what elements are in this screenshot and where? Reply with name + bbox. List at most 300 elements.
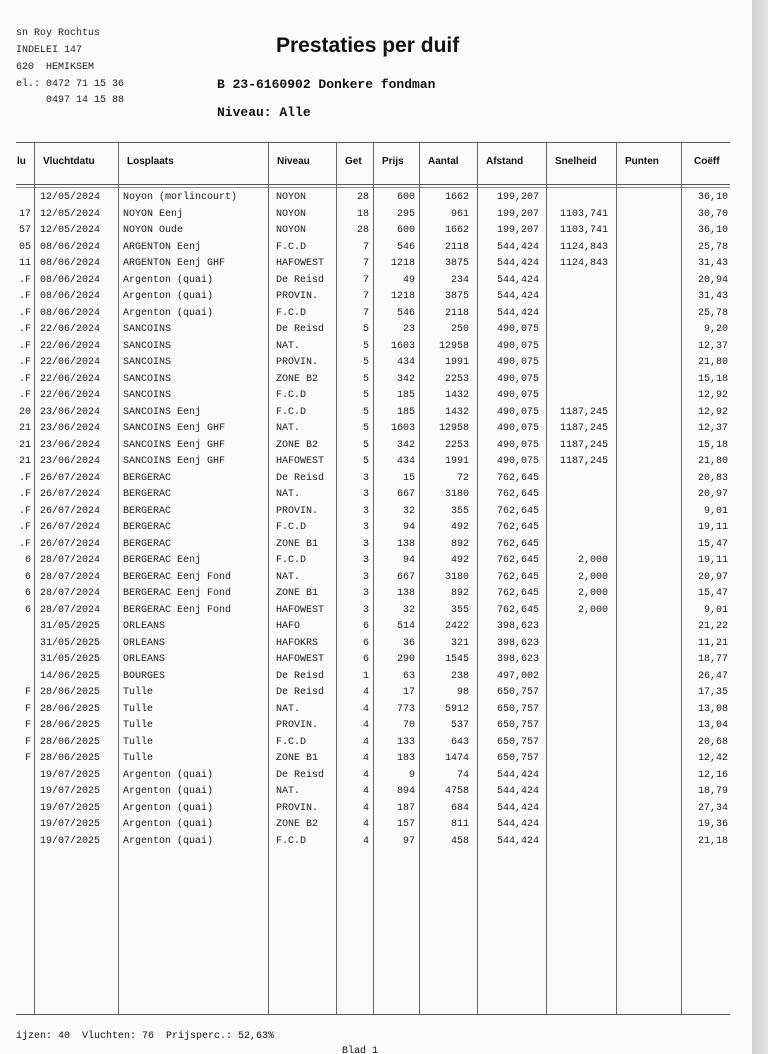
cell-location: NOYON Eenj [123, 208, 184, 220]
cell-prize: 1603 [390, 423, 415, 434]
cell-prize: 773 [396, 703, 415, 715]
table-row [0, 586, 752, 602]
cell-get: 3 [362, 522, 369, 533]
cell-distance: 544,424 [496, 835, 539, 847]
cell-distance: 199,207 [496, 192, 539, 203]
cell-location: Tulle [123, 753, 154, 764]
cell-lu: F [24, 703, 31, 715]
cell-location: BERGERAC [123, 472, 172, 484]
cell-date: 22/06/2024 [40, 373, 101, 385]
summary-footer: ijzen: 40 Vluchten: 76 Prijsperc.: 52,63% [16, 1031, 275, 1042]
cell-level: HAFO [276, 621, 301, 632]
cell-speed: 1124,843 [559, 241, 608, 253]
cell-coeff: 27,34 [697, 802, 728, 814]
cell-location: SANCOINS [123, 340, 172, 352]
cell-count: 1545 [444, 654, 469, 665]
cell-get: 4 [362, 687, 369, 698]
cell-coeff: 9,01 [703, 505, 728, 517]
cell-level: NAT. [276, 340, 301, 352]
cell-prize: 185 [396, 406, 415, 418]
cell-level: PROVIN. [276, 291, 319, 302]
paper-edge [752, 0, 768, 1054]
cell-coeff: 20,97 [697, 489, 728, 500]
cell-speed: 1187,245 [559, 423, 608, 434]
cell-prize: 342 [396, 373, 415, 385]
cell-get: 28 [356, 225, 369, 236]
cell-get: 5 [362, 373, 369, 385]
cell-distance: 762,645 [496, 555, 539, 566]
cell-lu: 21 [18, 456, 31, 467]
cell-date: 12/05/2024 [40, 208, 101, 220]
cell-date: 28/07/2024 [40, 588, 101, 599]
cell-prize: 94 [402, 522, 415, 533]
cell-lu: 57 [18, 225, 31, 236]
cell-lu: .F [18, 522, 31, 533]
table-row [0, 421, 752, 437]
column-header-level: Niveau [277, 156, 310, 167]
cell-date: 26/07/2024 [40, 472, 101, 484]
cell-prize: 342 [396, 439, 415, 451]
cell-count: 5912 [444, 703, 469, 715]
cell-location: Argenton (quai) [123, 802, 214, 814]
cell-date: 23/06/2024 [40, 456, 101, 467]
cell-distance: 199,207 [496, 225, 539, 236]
cell-count: 1991 [444, 456, 469, 467]
cell-speed: 1103,741 [559, 208, 608, 220]
cell-date: 28/07/2024 [40, 555, 101, 566]
address-line-1: sn Roy Rochtus [16, 28, 101, 39]
cell-coeff: 36,10 [697, 225, 728, 236]
cell-prize: 94 [402, 555, 415, 566]
cell-level: ZONE B1 [276, 538, 319, 550]
cell-prize: 23 [402, 324, 415, 335]
cell-location: Argenton (quai) [123, 769, 214, 781]
cell-coeff: 36,10 [697, 192, 728, 203]
cell-distance: 490,075 [496, 340, 539, 352]
cell-distance: 544,424 [496, 307, 539, 319]
cell-date: 22/06/2024 [40, 357, 101, 368]
cell-level: De Reisd [276, 687, 325, 698]
cell-get: 4 [362, 753, 369, 764]
cell-location: BERGERAC Eenj Fond [123, 604, 232, 616]
cell-prize: 49 [402, 274, 415, 286]
cell-prize: 290 [396, 654, 415, 665]
cell-speed: 2,000 [577, 571, 608, 583]
cell-lu: .F [18, 340, 31, 352]
cell-prize: 187 [396, 802, 415, 814]
cell-coeff: 12,37 [697, 340, 728, 352]
table-row [0, 388, 752, 404]
cell-prize: 434 [396, 456, 415, 467]
cell-distance: 544,424 [496, 769, 539, 781]
cell-coeff: 18,79 [697, 786, 728, 797]
cell-distance: 650,757 [496, 753, 539, 764]
cell-date: 12/05/2024 [40, 192, 101, 203]
cell-speed: 2,000 [577, 588, 608, 599]
cell-get: 4 [362, 819, 369, 830]
cell-distance: 650,757 [496, 736, 539, 748]
cell-level: NOYON [276, 208, 307, 220]
cell-count: 2253 [444, 439, 469, 451]
cell-date: 28/07/2024 [40, 604, 101, 616]
cell-date: 28/07/2024 [40, 571, 101, 583]
column-header-location: Losplaats [127, 156, 174, 167]
cell-coeff: 20,94 [697, 274, 728, 286]
table-row [0, 454, 752, 470]
table-row [0, 207, 752, 223]
table-row [0, 306, 752, 322]
cell-date: 31/05/2025 [40, 621, 101, 632]
cell-level: F.C.D [276, 835, 307, 847]
cell-speed: 1124,843 [559, 258, 608, 269]
cell-count: 1662 [444, 225, 469, 236]
column-header-coefficient: Coëff [694, 156, 720, 167]
page-number: Blad 1 [342, 1046, 379, 1054]
cell-distance: 762,645 [496, 538, 539, 550]
cell-prize: 36 [402, 637, 415, 649]
cell-distance: 490,075 [496, 373, 539, 385]
cell-level: HAFOWEST [276, 654, 325, 665]
cell-speed: 2,000 [577, 604, 608, 616]
cell-get: 3 [362, 604, 369, 616]
cell-level: F.C.D [276, 241, 307, 253]
cell-get: 5 [362, 357, 369, 368]
cell-location: BERGERAC [123, 489, 172, 500]
cell-location: BOURGES [123, 670, 166, 682]
cell-location: BERGERAC [123, 538, 172, 550]
cell-distance: 490,075 [496, 406, 539, 418]
phone-line-1: el.: 0472 71 15 36 [16, 79, 125, 90]
cell-date: 28/06/2025 [40, 736, 101, 748]
cell-count: 238 [450, 670, 469, 682]
cell-get: 4 [362, 786, 369, 797]
cell-count: 12958 [438, 423, 469, 434]
cell-count: 321 [450, 637, 469, 649]
level-filter: Niveau: Alle [217, 105, 311, 120]
cell-level: NAT. [276, 786, 301, 797]
cell-level: ZONE B1 [276, 588, 319, 599]
cell-count: 3180 [444, 489, 469, 500]
cell-get: 6 [362, 654, 369, 665]
cell-date: 12/05/2024 [40, 225, 101, 236]
cell-lu: .F [18, 357, 31, 368]
cell-get: 4 [362, 769, 369, 781]
cell-level: NAT. [276, 703, 301, 715]
cell-coeff: 19,36 [697, 819, 728, 830]
table-row [0, 273, 752, 289]
column-header-distance: Afstand [486, 156, 524, 167]
table-row [0, 190, 752, 206]
cell-level: NAT. [276, 423, 301, 434]
cell-prize: 434 [396, 357, 415, 368]
cell-coeff: 15,18 [697, 439, 728, 451]
cell-prize: 63 [402, 670, 415, 682]
cell-coeff: 25,78 [697, 307, 728, 319]
cell-location: SANCOINS [123, 357, 172, 368]
cell-distance: 544,424 [496, 802, 539, 814]
cell-prize: 183 [396, 753, 415, 764]
cell-count: 3180 [444, 571, 469, 583]
cell-get: 5 [362, 324, 369, 335]
cell-count: 355 [450, 604, 469, 616]
cell-date: 14/06/2025 [40, 670, 101, 682]
cell-speed: 1187,245 [559, 406, 608, 418]
cell-get: 3 [362, 571, 369, 583]
cell-lu: F [24, 720, 31, 731]
table-bottom-border [16, 1014, 730, 1015]
pigeon-id: B 23-6160902 Donkere fondman [217, 77, 436, 92]
cell-level: De Reisd [276, 769, 325, 781]
cell-count: 3875 [444, 291, 469, 302]
cell-get: 28 [356, 192, 369, 203]
cell-coeff: 9,01 [703, 604, 728, 616]
table-row [0, 289, 752, 305]
cell-date: 08/06/2024 [40, 307, 101, 319]
cell-prize: 17 [402, 687, 415, 698]
cell-date: 23/06/2024 [40, 406, 101, 418]
cell-count: 537 [450, 720, 469, 731]
cell-location: Tulle [123, 736, 154, 748]
cell-lu: .F [18, 373, 31, 385]
cell-get: 5 [362, 390, 369, 401]
cell-date: 26/07/2024 [40, 505, 101, 517]
table-row [0, 322, 752, 338]
cell-coeff: 25,78 [697, 241, 728, 253]
cell-coeff: 15,47 [697, 538, 728, 550]
cell-location: SANCOINS [123, 373, 172, 385]
table-row [0, 735, 752, 751]
cell-location: SANCOINS Eenj GHF [123, 439, 226, 451]
cell-date: 19/07/2025 [40, 769, 101, 781]
cell-coeff: 30,70 [697, 208, 728, 220]
cell-distance: 544,424 [496, 274, 539, 286]
cell-get: 3 [362, 505, 369, 517]
cell-count: 458 [450, 835, 469, 847]
cell-level: De Reisd [276, 324, 325, 335]
cell-prize: 667 [396, 571, 415, 583]
cell-distance: 544,424 [496, 258, 539, 269]
cell-location: SANCOINS Eenj [123, 406, 202, 418]
cell-coeff: 15,18 [697, 373, 728, 385]
cell-speed: 2,000 [577, 555, 608, 566]
table-row [0, 801, 752, 817]
cell-location: Argenton (quai) [123, 291, 214, 302]
cell-speed: 1187,245 [559, 456, 608, 467]
table-row [0, 504, 752, 520]
cell-prize: 97 [402, 835, 415, 847]
table-row [0, 685, 752, 701]
column-header-date: Vluchtdatu [43, 156, 95, 167]
cell-count: 684 [450, 802, 469, 814]
cell-coeff: 21,80 [697, 357, 728, 368]
cell-get: 4 [362, 736, 369, 748]
table-row [0, 817, 752, 833]
cell-distance: 544,424 [496, 291, 539, 302]
cell-coeff: 19,11 [697, 522, 728, 533]
cell-coeff: 20,83 [697, 472, 728, 484]
cell-lu: 6 [24, 604, 31, 616]
cell-lu: F [24, 753, 31, 764]
cell-get: 6 [362, 637, 369, 649]
cell-prize: 32 [402, 604, 415, 616]
cell-lu: 21 [18, 423, 31, 434]
cell-count: 2422 [444, 621, 469, 632]
cell-distance: 650,757 [496, 720, 539, 731]
column-header-get: Get [345, 156, 362, 167]
cell-location: Noyon (morlincourt) [123, 192, 238, 203]
cell-prize: 15 [402, 472, 415, 484]
cell-get: 3 [362, 489, 369, 500]
cell-prize: 1603 [390, 340, 415, 352]
cell-coeff: 26,47 [697, 670, 728, 682]
cell-level: PROVIN. [276, 720, 319, 731]
cell-location: SANCOINS [123, 324, 172, 335]
cell-location: Argenton (quai) [123, 819, 214, 830]
cell-level: PROVIN. [276, 505, 319, 517]
cell-speed: 1103,741 [559, 225, 608, 236]
table-row [0, 339, 752, 355]
cell-distance: 650,757 [496, 703, 539, 715]
cell-coeff: 12,16 [697, 769, 728, 781]
cell-distance: 398,623 [496, 637, 539, 649]
cell-distance: 490,075 [496, 390, 539, 401]
cell-count: 4758 [444, 786, 469, 797]
cell-count: 1474 [444, 753, 469, 764]
cell-count: 961 [450, 208, 469, 220]
cell-coeff: 21,18 [697, 835, 728, 847]
cell-coeff: 18,77 [697, 654, 728, 665]
column-header-count: Aantal [428, 156, 459, 167]
cell-get: 3 [362, 538, 369, 550]
cell-date: 23/06/2024 [40, 423, 101, 434]
cell-date: 31/05/2025 [40, 637, 101, 649]
cell-location: BERGERAC [123, 522, 172, 533]
cell-level: ZONE B2 [276, 819, 319, 830]
cell-date: 28/06/2025 [40, 720, 101, 731]
cell-date: 26/07/2024 [40, 538, 101, 550]
cell-distance: 762,645 [496, 489, 539, 500]
cell-get: 7 [362, 274, 369, 286]
cell-level: HAFOWEST [276, 604, 325, 616]
cell-date: 26/07/2024 [40, 522, 101, 533]
cell-count: 2118 [444, 241, 469, 253]
cell-level: F.C.D [276, 390, 307, 401]
cell-date: 22/06/2024 [40, 340, 101, 352]
cell-coeff: 12,42 [697, 753, 728, 764]
cell-count: 892 [450, 588, 469, 599]
cell-level: PROVIN. [276, 802, 319, 814]
cell-lu: 6 [24, 571, 31, 583]
cell-get: 4 [362, 720, 369, 731]
cell-distance: 398,623 [496, 621, 539, 632]
cell-distance: 650,757 [496, 687, 539, 698]
table-row [0, 520, 752, 536]
cell-lu: .F [18, 472, 31, 484]
cell-coeff: 12,37 [697, 423, 728, 434]
cell-get: 5 [362, 406, 369, 418]
cell-prize: 138 [396, 588, 415, 599]
cell-lu: F [24, 687, 31, 698]
table-row [0, 603, 752, 619]
cell-distance: 544,424 [496, 819, 539, 830]
cell-lu: 21 [18, 439, 31, 451]
cell-level: F.C.D [276, 736, 307, 748]
cell-lu: .F [18, 291, 31, 302]
column-header-lu: lu [17, 156, 26, 167]
cell-prize: 514 [396, 621, 415, 632]
address-line-3: 620 HEMIKSEM [16, 62, 95, 73]
cell-level: PROVIN. [276, 357, 319, 368]
cell-prize: 157 [396, 819, 415, 830]
cell-get: 7 [362, 291, 369, 302]
cell-level: NAT. [276, 489, 301, 500]
cell-count: 2118 [444, 307, 469, 319]
cell-get: 6 [362, 621, 369, 632]
cell-location: ARGENTON Eenj [123, 241, 202, 253]
cell-level: F.C.D [276, 406, 307, 418]
cell-get: 4 [362, 835, 369, 847]
cell-coeff: 9,20 [703, 324, 728, 335]
cell-get: 3 [362, 472, 369, 484]
cell-date: 08/06/2024 [40, 291, 101, 302]
cell-lu: .F [18, 538, 31, 550]
cell-coeff: 13,04 [697, 720, 728, 731]
cell-level: ZONE B2 [276, 439, 319, 451]
column-header-prize: Prijs [382, 156, 404, 167]
cell-date: 19/07/2025 [40, 835, 101, 847]
cell-location: SANCOINS [123, 390, 172, 401]
cell-date: 08/06/2024 [40, 258, 101, 269]
cell-get: 3 [362, 555, 369, 566]
cell-speed: 1187,245 [559, 439, 608, 451]
cell-prize: 600 [396, 225, 415, 236]
cell-location: NOYON Oude [123, 225, 184, 236]
cell-count: 2253 [444, 373, 469, 385]
table-row [0, 636, 752, 652]
table-row [0, 487, 752, 503]
cell-level: F.C.D [276, 522, 307, 533]
cell-distance: 490,075 [496, 324, 539, 335]
table-row [0, 619, 752, 635]
cell-level: De Reisd [276, 274, 325, 286]
cell-coeff: 31,43 [697, 258, 728, 269]
cell-lu: 05 [18, 241, 31, 253]
table-row [0, 537, 752, 553]
cell-count: 492 [450, 555, 469, 566]
cell-date: 23/06/2024 [40, 439, 101, 451]
page-title: Prestaties per duif [276, 34, 460, 57]
cell-count: 811 [450, 819, 469, 830]
cell-count: 3875 [444, 258, 469, 269]
table-row [0, 834, 752, 850]
cell-coeff: 15,47 [697, 588, 728, 599]
cell-location: ORLEANS [123, 637, 166, 649]
cell-date: 19/07/2025 [40, 819, 101, 830]
cell-date: 28/06/2025 [40, 753, 101, 764]
cell-level: HAFOWEST [276, 456, 325, 467]
cell-distance: 762,645 [496, 472, 539, 484]
table-row [0, 652, 752, 668]
cell-count: 892 [450, 538, 469, 550]
cell-lu: 20 [18, 406, 31, 418]
cell-lu: .F [18, 390, 31, 401]
cell-coeff: 12,92 [697, 406, 728, 418]
cell-count: 1432 [444, 390, 469, 401]
table-row [0, 240, 752, 256]
table-row [0, 784, 752, 800]
cell-coeff: 20,68 [697, 736, 728, 748]
cell-prize: 667 [396, 489, 415, 500]
